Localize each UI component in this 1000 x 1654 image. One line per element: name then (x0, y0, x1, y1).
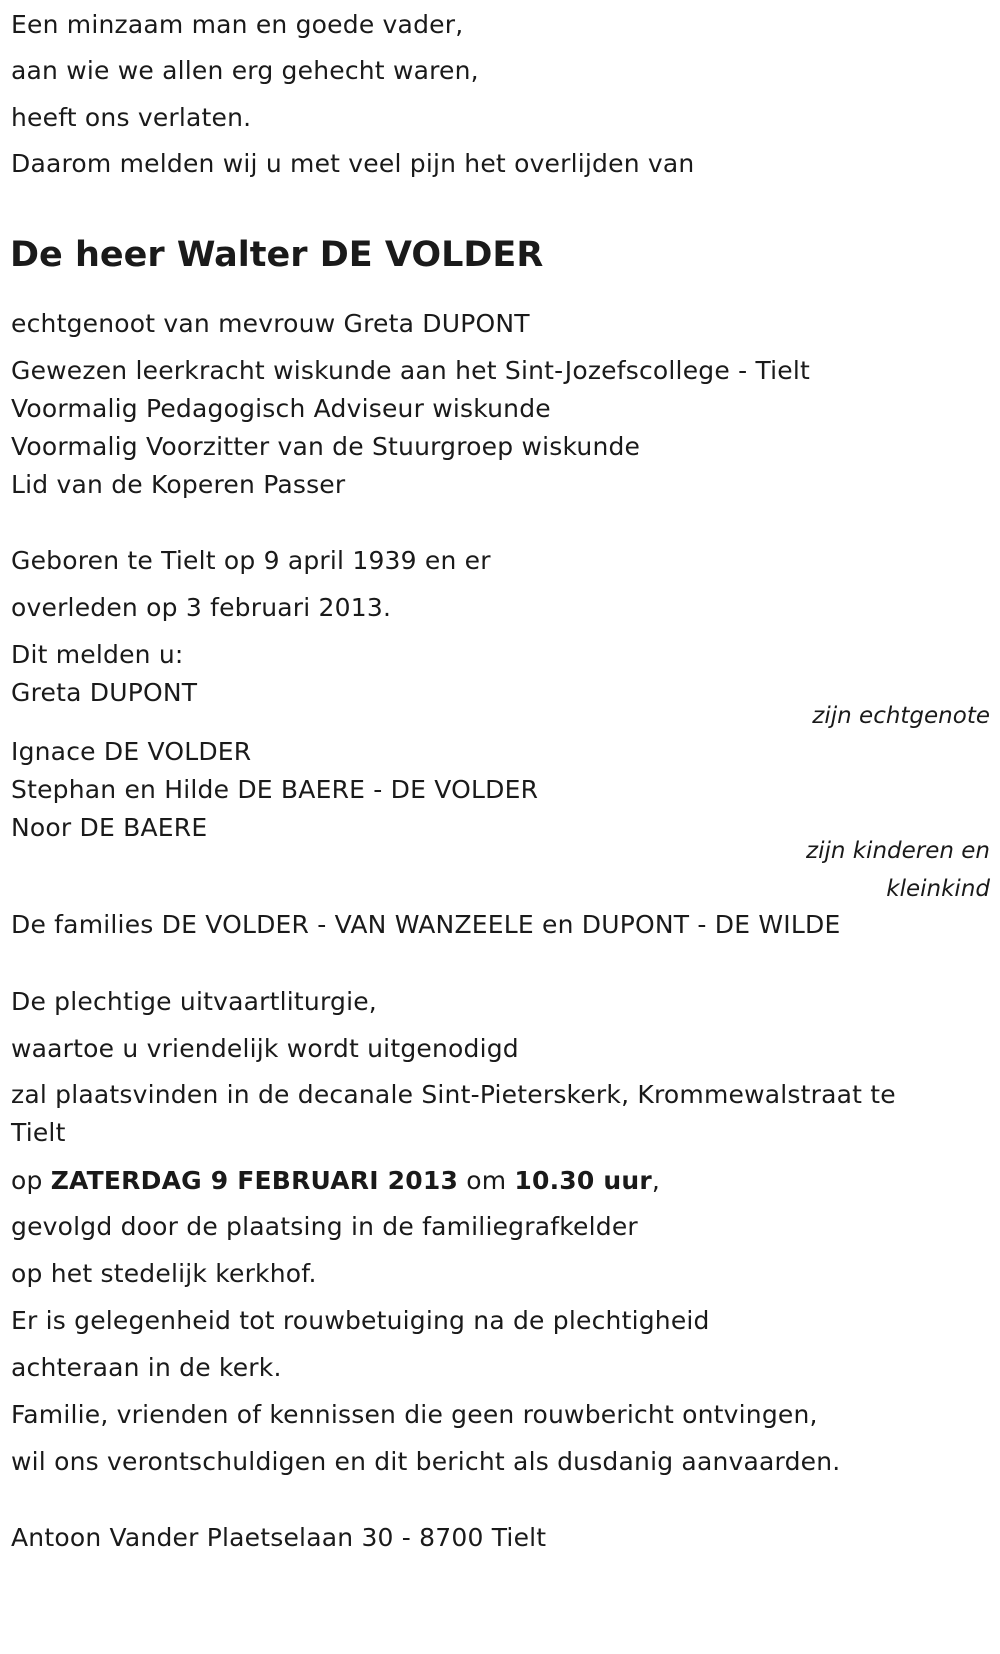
ceremony-line-10: wil ons verontschuldigen en dit bericht als dusdanig aanvaarden. (11, 1447, 841, 1476)
deceased-name: De heer Walter DE VOLDER (10, 235, 544, 275)
death-line: overleden op 3 februari 2013. (11, 593, 392, 622)
career-line-3: Voormalig Voorzitter van de Stuurgroep wiskunde (11, 432, 641, 461)
ceremony-line-5: gevolgd door de plaatsing in de familiegrafkelder (11, 1212, 638, 1241)
ceremony-date-line (11, 1166, 660, 1196)
ceremony-line-7: Er is gelegenheid tot rouwbetuiging na de plechtigheid (11, 1306, 710, 1335)
ceremony-line-6: op het stedelijk kerkhof. (11, 1259, 317, 1288)
announcers-intro: Dit melden u: (11, 640, 184, 669)
ceremony-line-9: Familie, vrienden of kennissen die geen rouwbericht ontvingen, (11, 1400, 818, 1429)
families-line: De families DE VOLDER - VAN WANZEELE en DUPONT - DE WILDE (11, 910, 841, 939)
spouse-line: echtgenoot van mevrouw Greta DUPONT (11, 309, 530, 338)
career-line-1: Gewezen leerkracht wiskunde aan het Sint-Jozefscollege - Tielt (11, 356, 811, 385)
career-line-2: Voormalig Pedagogisch Adviseur wiskunde (11, 394, 551, 423)
career-line-4: Lid van de Koperen Passer (11, 470, 346, 499)
ceremony-line-3-cont: Tielt (11, 1118, 66, 1147)
children-role-line-1: zijn kinderen en (806, 838, 990, 864)
ceremony-time: 10.30 uur (514, 1166, 652, 1195)
intro-line-1: Een minzaam man en goede vader, (11, 10, 464, 39)
ceremony-line-3: zal plaatsvinden in de decanale Sint-Pieterskerk, Krommewalstraat te (11, 1080, 896, 1109)
spouse-role: zijn echtgenote (812, 703, 990, 729)
intro-line-2: aan wie we allen erg gehecht waren, (11, 56, 479, 85)
intro-line-3: heeft ons verlaten. (11, 103, 252, 132)
ceremony-op: op (11, 1166, 51, 1195)
spouse-name: Greta DUPONT (11, 678, 198, 707)
ceremony-line-8: achteraan in de kerk. (11, 1353, 282, 1382)
child-line-2: Stephan en Hilde DE BAERE - DE VOLDER (11, 775, 539, 804)
ceremony-line-1: De plechtige uitvaartliturgie, (11, 987, 377, 1016)
children-role-line-2: kleinkind (886, 876, 990, 902)
ceremony-om: om (458, 1166, 515, 1195)
birth-line: Geboren te Tielt op 9 april 1939 en er (11, 546, 491, 575)
child-line-1: Ignace DE VOLDER (11, 737, 252, 766)
address-line: Antoon Vander Plaetselaan 30 - 8700 Tielt (11, 1523, 547, 1552)
ceremony-line-2: waartoe u vriendelijk wordt uitgenodigd (11, 1034, 519, 1063)
child-line-3: Noor DE BAERE (11, 813, 208, 842)
intro-line-4: Daarom melden wij u met veel pijn het overlijden van (11, 149, 695, 178)
ceremony-date: ZATERDAG 9 FEBRUARI 2013 (50, 1166, 459, 1195)
ceremony-comma: , (651, 1166, 661, 1195)
